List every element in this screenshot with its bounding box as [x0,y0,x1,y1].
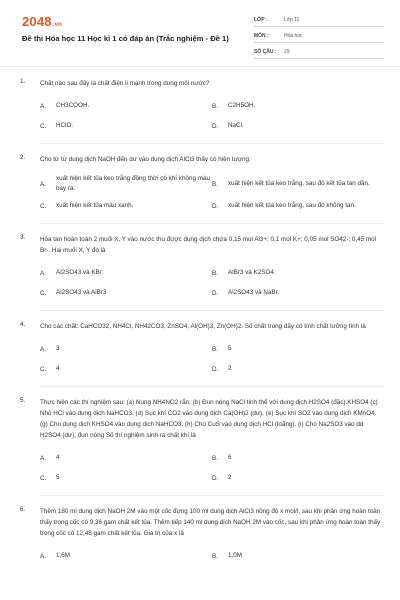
option-text: Al2SO43 và KBr. [56,269,104,276]
question-divider [40,143,384,144]
meta-row-count [254,45,384,59]
option-text: 5 [56,474,60,481]
option-c[interactable] [40,198,212,218]
meta-label: LỚP : [254,16,268,23]
option-c[interactable] [40,361,212,381]
option-letter: C. [40,202,47,210]
option-d[interactable] [212,470,384,490]
option-a[interactable] [40,174,212,198]
option-b[interactable] [212,98,384,118]
question-number: 5. [20,397,26,404]
question-text: Chất nào sau đây là chất điện li mạnh trong dung môi nước? [40,80,210,87]
question-divider [40,223,384,224]
question-divider [40,310,384,311]
option-a[interactable] [40,548,212,568]
question-2 [0,154,400,224]
option-letter: B. [212,345,218,353]
option-d[interactable] [212,198,384,218]
option-text: Al2SO43 và NaBr. [228,289,280,296]
option-letter: D. [212,289,219,297]
meta-row-class [254,13,384,27]
answer-options [40,174,384,218]
option-letter: D. [212,122,219,130]
option-letter: A. [40,552,46,560]
option-letter: B. [212,180,218,188]
question-text: Hòa tan hoàn toàn 2 muối X, Y vào nước thu được dung dịch chứa 0,15 mol Al3+; 0,1 mol K+; 0,05 mol SO42-; 0,45 mol Br-. Hai muối X, Y đó là [40,236,377,254]
option-letter: B. [212,552,218,560]
question-4 [0,321,400,387]
option-letter: D. [212,365,219,373]
option-d[interactable] [212,361,384,381]
logo-main: 2048 [22,14,52,29]
question-number: 2. [20,154,26,161]
option-text: Al2SO43 và AlBr3 [56,289,107,296]
question-number: 1. [20,78,26,85]
option-text: 4 [56,454,60,461]
question-divider [40,386,384,387]
meta-label: MÔN : [254,32,269,39]
option-a[interactable] [40,265,212,285]
option-letter: A. [40,102,46,110]
question-divider [40,495,384,496]
option-letter: D. [212,474,219,482]
option-letter: A. [40,269,46,277]
question-6 [0,506,400,568]
answer-options [40,450,384,490]
meta-value: 29 [284,48,290,55]
header-divider [0,66,400,67]
question-number: 6. [20,506,26,513]
answer-options [40,548,384,568]
question-3 [0,234,400,311]
option-text: 4 [56,365,60,372]
option-text: C2H5OH. [228,102,256,109]
option-text: xuất hiện kết tủa màu xanh. [56,202,134,209]
option-text: xuất hiện kết tủa keo trắng, sau đó không tan. [228,202,356,209]
option-letter: C. [40,122,47,130]
meta-label: SỐ CÂU : [254,48,277,55]
option-b[interactable] [212,548,384,568]
option-a[interactable] [40,341,212,361]
option-text: NaCl. [228,122,244,129]
option-b[interactable] [212,174,384,198]
option-text: 2 [228,365,232,372]
question-number: 3. [20,234,26,241]
option-text: xuất hiện kết tủa keo trắng đồng thời có khí không màu bay ra. [56,175,210,192]
question-number: 4. [20,321,26,328]
question-list [0,78,400,568]
option-b[interactable] [212,341,384,361]
option-d[interactable] [212,285,384,305]
option-text: AlBr3 và K2SO4. [228,269,276,276]
option-a[interactable] [40,98,212,118]
option-text: 2 [228,474,232,481]
option-letter: A. [40,345,46,353]
option-text: 5 [228,345,232,352]
question-text: Thêm 180 ml dung dịch NaOH 2M vào một cốc đựng 100 ml dung dịch AlCl3 nồng độ x mol/l, sau khi phản ứng hoàn toàn thấy trong cốc có 9,36 gam chất kết tủa. Thêm tiếp 140 ml dung dịch NaOH 2M vào cốc, sau khi phản ứng hoàn toàn thấy trong cốc có 12,48 gam chất kết tủa. Giá trị của x là [40,508,381,537]
meta-value: Lớp 11 [284,16,300,23]
option-letter: C. [40,289,47,297]
option-text: 6 [228,454,232,461]
option-b[interactable] [212,265,384,285]
option-text: xuất hiện kết tủa keo trắng, sau đó kết tủa tan dần. [228,180,370,187]
question-text: Cho các chất: CaHCO32, NH4Cl, NH42CO3, ZnSO4, Al(OH)3, Zn(OH)2. Số chất trong dãy có tính chất lưỡng tính là [40,323,366,330]
meta-row-subject [254,29,384,43]
option-letter: B. [212,454,218,462]
answer-options [40,265,384,305]
option-letter: C. [40,474,47,482]
option-b[interactable] [212,450,384,470]
question-1 [0,78,400,144]
answer-options [40,341,384,381]
option-c[interactable] [40,118,212,138]
option-text: 3 [56,345,60,352]
question-text: Thực hiện các thí nghiệm sau: (a) Nung NH4NO2 rắn. (b) Đun nóng NaCl tinh thể với dung dịch H2SO4 (đặc).KHSO4 (c) Nhỏ HCl vào dung dịch NaHCO3. (d) Sục khí CO2 vào dung dịch Ca(OH)2 (dư). (e) Sục khí SO2 vào dung dịch KMnO4. (g) Cho dung dịch KHSO4 vào dung dịch NaHCO3. (h) Cho CuS vào dung dịch HCl (loãng). (i) Cho Na2SO3 vào dd H2SO4 (dư), đun nóng Số thí nghiệm sinh ra chất khí là [40,399,378,439]
option-letter: A. [40,454,46,462]
option-text: 1,0M [228,552,242,559]
meta-value: Hóa học [284,32,303,39]
option-letter: B. [212,102,218,110]
exam-title: Đề thi Hóa học 11 Học kì 1 có đáp án (Trắc nghiệm - Đề 1) [22,34,229,43]
exam-meta [254,13,384,61]
option-text: CH3COOH. [56,102,90,109]
option-a[interactable] [40,450,212,470]
option-text: HClO. [56,122,74,129]
option-letter: C. [40,365,47,373]
option-c[interactable] [40,285,212,305]
logo-suffix: .vn [52,22,63,28]
option-c[interactable] [40,470,212,490]
option-letter: A. [40,180,46,188]
option-letter: B. [212,269,218,277]
page-header [0,0,400,70]
option-letter: D. [212,202,219,210]
answer-options [40,98,384,138]
question-5 [0,397,400,496]
site-logo[interactable] [22,14,62,29]
option-d[interactable] [212,118,384,138]
question-text: Cho từ từ dung dịch NaOH đến dư vào dung dịch AlCl3 thấy có hiện tượng: [40,156,251,163]
option-text: 1,6M [56,552,70,559]
